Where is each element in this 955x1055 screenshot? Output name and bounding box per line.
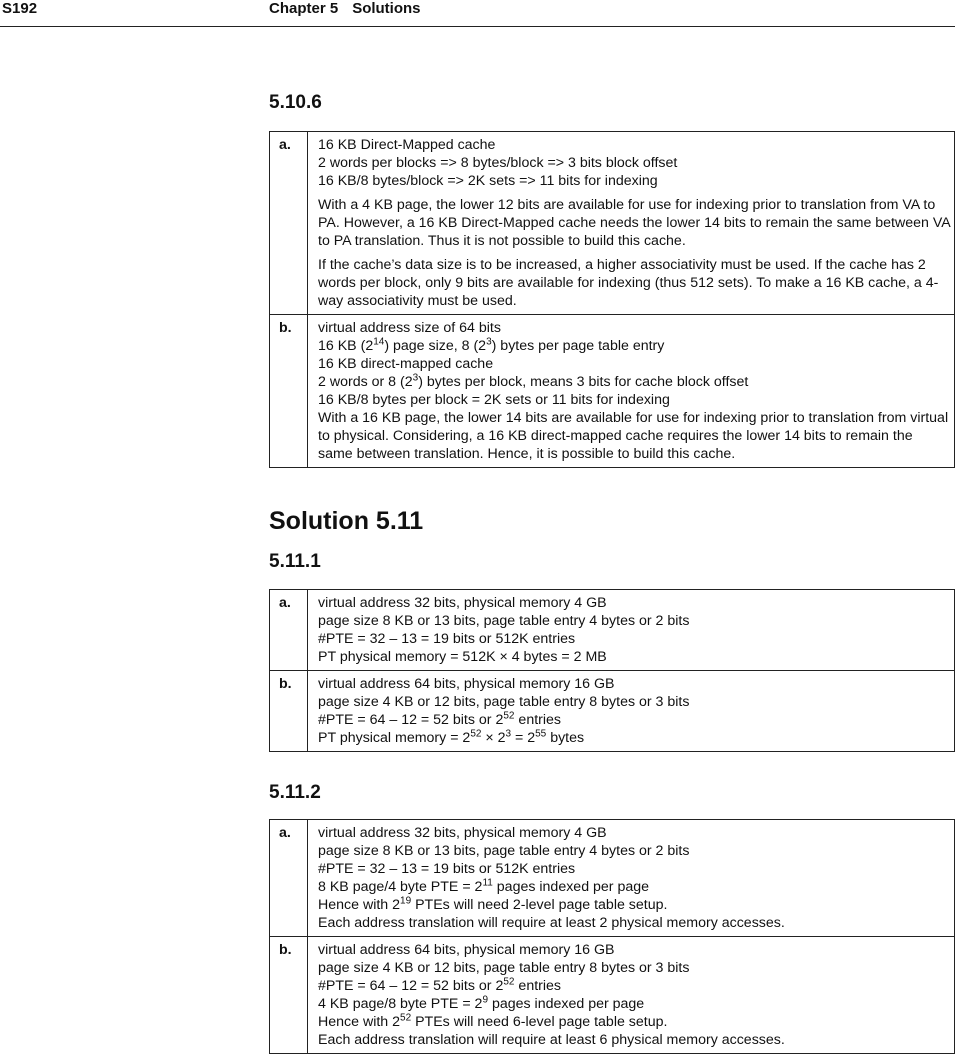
- text: × 2: [481, 730, 506, 746]
- table-row: [270, 820, 955, 937]
- exponent: 9: [482, 994, 489, 1006]
- text-line: [318, 373, 950, 391]
- text-line: [318, 729, 950, 747]
- text-line: [318, 995, 950, 1013]
- section-heading-5-10-6: 5.10.6: [269, 92, 322, 113]
- text-line: [318, 711, 950, 729]
- text-line: virtual address 64 bits, physical memory 16 GB: [318, 942, 615, 958]
- exponent: 11: [482, 877, 493, 889]
- paragraph: With a 16 KB page, the lower 14 bits are available for use for indexing prior to translation from virtual to physical. Considering, a 16 KB direct-mapped cache requires the lower 14 bits to remain the same between translation. Hence, it is possible to build this cache.: [318, 410, 949, 462]
- page-number: S192: [2, 0, 38, 17]
- row-label: b.: [270, 671, 308, 752]
- exponent: 14: [373, 336, 385, 348]
- table-5-11-2: [269, 819, 955, 1054]
- text: = 2: [511, 730, 536, 746]
- text: 16 KB (2: [318, 338, 374, 354]
- row-label: a.: [270, 132, 308, 315]
- row-label: b.: [270, 315, 308, 468]
- text-line: 16 KB/8 bytes/block => 2K sets => 11 bits for indexing: [318, 173, 658, 189]
- text-line: [318, 878, 950, 896]
- text: pages indexed per page: [488, 996, 645, 1012]
- row-body: [308, 671, 955, 752]
- text-line: #PTE = 32 – 13 = 19 bits or 512K entries: [318, 631, 576, 647]
- text-line: virtual address 32 bits, physical memory 4 GB: [318, 825, 607, 841]
- text: PTEs will need 2-level page table setup.: [411, 897, 668, 913]
- text: 4 KB page/8 byte PTE = 2: [318, 996, 483, 1012]
- exponent: 52: [503, 976, 515, 988]
- section-heading-5-11-1: 5.11.1: [269, 551, 321, 572]
- table-row: [270, 315, 955, 468]
- row-label: a.: [270, 590, 308, 671]
- row-label: b.: [270, 937, 308, 1054]
- text-line: virtual address 64 bits, physical memory 16 GB: [318, 676, 615, 692]
- text: #PTE = 64 – 12 = 52 bits or 2: [318, 978, 504, 994]
- text: bytes: [546, 730, 585, 746]
- exponent: 3: [486, 336, 492, 348]
- text-line: 16 KB Direct-Mapped cache: [318, 137, 496, 153]
- text-line: page size 8 KB or 13 bits, page table entry 4 bytes or 2 bits: [318, 843, 690, 859]
- solution-heading: Solution 5.11: [269, 507, 424, 535]
- text-line: [318, 1013, 950, 1031]
- text-line: page size 4 KB or 12 bits, page table entry 8 bytes or 3 bits: [318, 694, 690, 710]
- text: pages indexed per page: [492, 879, 650, 895]
- row-body: [308, 937, 955, 1054]
- text-line: [318, 977, 950, 995]
- table-5-11-1: [269, 589, 955, 752]
- row-label: a.: [270, 820, 308, 937]
- text-line: 16 KB/8 bytes per block = 2K sets or 11 bits for indexing: [318, 392, 670, 408]
- row-body: [308, 820, 955, 937]
- exponent: 55: [535, 728, 547, 740]
- text-line: Each address translation will require at least 6 physical memory accesses.: [318, 1032, 785, 1048]
- table-row: [270, 590, 955, 671]
- text: 2 words or 8 (2: [318, 374, 413, 390]
- row-body: [308, 315, 955, 468]
- table-row: [270, 132, 955, 315]
- text-line: [318, 337, 950, 355]
- exponent: 3: [412, 372, 419, 384]
- text-line: [318, 896, 950, 914]
- row-body: [308, 132, 955, 315]
- text-line: #PTE = 32 – 13 = 19 bits or 512K entries: [318, 861, 576, 877]
- text: entries: [514, 712, 562, 728]
- section-heading-5-11-2: 5.11.2: [269, 782, 321, 803]
- text: ) bytes per page table entry: [491, 338, 665, 354]
- exponent: 3: [505, 728, 512, 740]
- text-line: virtual address 32 bits, physical memory 4 GB: [318, 595, 607, 611]
- text: 8 KB page/4 byte PTE = 2: [318, 879, 483, 895]
- table-row: [270, 937, 955, 1054]
- paragraph: [318, 136, 950, 190]
- paragraph: With a 4 KB page, the lower 12 bits are available for use for indexing prior to translation from VA to PA. However, a 16 KB Direct-Mapped cache needs the lower 14 bits to remain the same between VA to PA translation. Thus it is not possible to build this cache.: [318, 197, 950, 249]
- table-row: [270, 671, 955, 752]
- exponent: 19: [400, 895, 412, 907]
- paragraph: If the cache’s data size is to be increased, a higher associativity must be used. If the cache has 2 words per block, only 9 bits are available for indexing (thus 512 sets). To make a 16 KB cache, a 4-way associativity must be used.: [318, 257, 939, 309]
- chapter-label: Chapter 5: [269, 0, 339, 17]
- text: ) page size, 8 (2: [384, 338, 487, 354]
- exponent: 52: [400, 1012, 412, 1024]
- text-line: PT physical memory = 512K × 4 bytes = 2 MB: [318, 649, 607, 665]
- text: Hence with 2: [318, 1014, 401, 1030]
- text: Hence with 2: [318, 897, 401, 913]
- text-line: 2 words per blocks => 8 bytes/block => 3 bits block offset: [318, 155, 678, 171]
- row-body: [308, 590, 955, 671]
- text-line: page size 8 KB or 13 bits, page table entry 4 bytes or 2 bits: [318, 613, 690, 629]
- header-rule: [0, 26, 955, 27]
- table-5-10-6: [269, 131, 955, 468]
- exponent: 52: [470, 728, 482, 740]
- text-line: 16 KB direct-mapped cache: [318, 356, 494, 372]
- text-line: Each address translation will require at least 2 physical memory accesses.: [318, 915, 785, 931]
- text: ) bytes per block, means 3 bits for cache block offset: [418, 374, 749, 390]
- text-line: page size 4 KB or 12 bits, page table entry 8 bytes or 3 bits: [318, 960, 690, 976]
- running-header: [269, 0, 421, 17]
- text: PT physical memory = 2: [318, 730, 471, 746]
- text: PTEs will need 6-level page table setup.: [411, 1014, 668, 1030]
- text: entries: [514, 978, 562, 994]
- text-line: virtual address size of 64 bits: [318, 320, 501, 336]
- section-label: Solutions: [352, 0, 421, 17]
- exponent: 52: [503, 710, 515, 722]
- text: #PTE = 64 – 12 = 52 bits or 2: [318, 712, 504, 728]
